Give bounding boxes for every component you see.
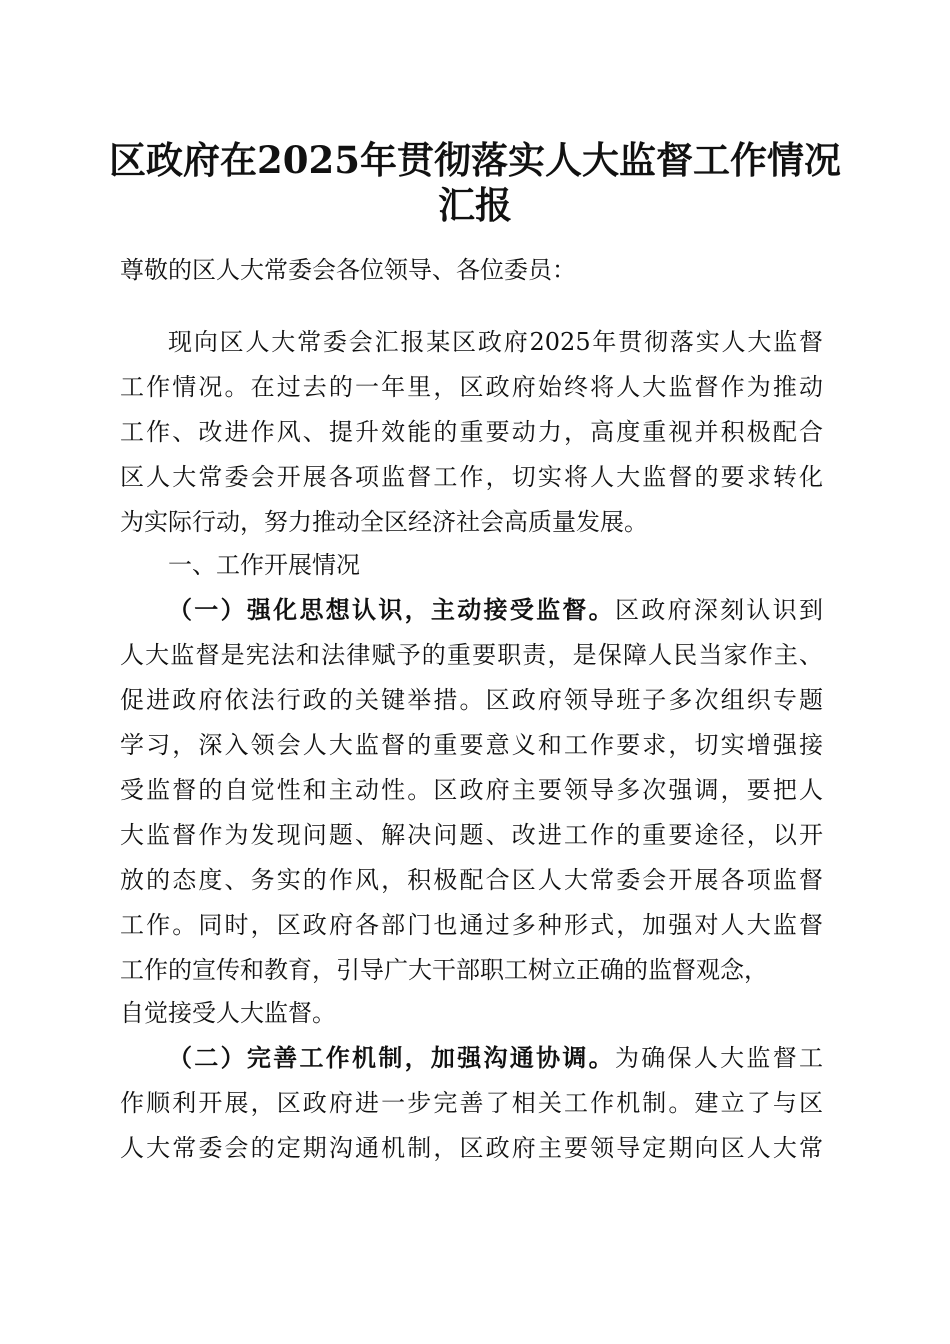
body-line: 促进政府依法行政的关键举措。区政府领导班子多次组织专题 xyxy=(120,686,823,714)
subsection-1-heading: （一）强化思想认识，主动接受监督。 xyxy=(168,595,615,624)
body-line: 学习，深入领会人大监督的重要意义和工作要求，切实增强接 xyxy=(120,731,823,759)
greeting: 尊敬的区人大常委会各位领导、各位委员： xyxy=(120,256,576,284)
body-line: 工作的宣传和教育，引导广大干部职工树立正确的监督观念， xyxy=(120,956,768,984)
intro-line: 工作情况。在过去的一年里，区政府始终将人大监督作为推动 xyxy=(120,373,823,401)
body-line: 大监督作为发现问题、解决问题、改进工作的重要途径，以开 xyxy=(120,821,823,849)
body-line: 工作。同时，区政府各部门也通过多种形式，加强对人大监督 xyxy=(120,911,823,939)
body-line: 受监督的自觉性和主动性。区政府主要领导多次强调，要把人 xyxy=(120,776,823,804)
body-line: 作顺利开展，区政府进一步完善了相关工作机制。建立了与区 xyxy=(120,1089,823,1117)
body-line: 人大监督是宪法和法律赋予的重要职责，是保障人民当家作主、 xyxy=(120,641,823,669)
intro-line: 为实际行动，努力推动全区经济社会高质量发展。 xyxy=(120,508,648,536)
intro-line: 区人大常委会开展各项监督工作，切实将人大监督的要求转化 xyxy=(120,463,823,491)
document-title-line-1: 区政府在2025年贯彻落实人大监督工作情况 xyxy=(109,138,841,182)
subsection-1-text: 区政府深刻认识到 xyxy=(614,596,824,624)
subsection-2-first-line xyxy=(168,1043,823,1073)
intro-line: 现向区人大常委会汇报某区政府2025年贯彻落实人大监督 xyxy=(168,328,823,356)
intro-line: 工作、改进作风、提升效能的重要动力，高度重视并积极配合 xyxy=(120,418,823,446)
section-heading: 一、工作开展情况 xyxy=(168,551,360,579)
subsection-2-text: 为确保人大监督工 xyxy=(614,1044,824,1072)
subsection-2-heading: （二）完善工作机制，加强沟通协调。 xyxy=(168,1043,615,1072)
document-title-line-2: 汇报 xyxy=(438,183,512,227)
body-line: 人大常委会的定期沟通机制，区政府主要领导定期向区人大常 xyxy=(120,1134,823,1162)
body-line: 放的态度、务实的作风，积极配合区人大常委会开展各项监督 xyxy=(120,866,823,894)
body-line: 自觉接受人大监督。 xyxy=(120,999,336,1027)
subsection-1-first-line xyxy=(168,595,823,625)
